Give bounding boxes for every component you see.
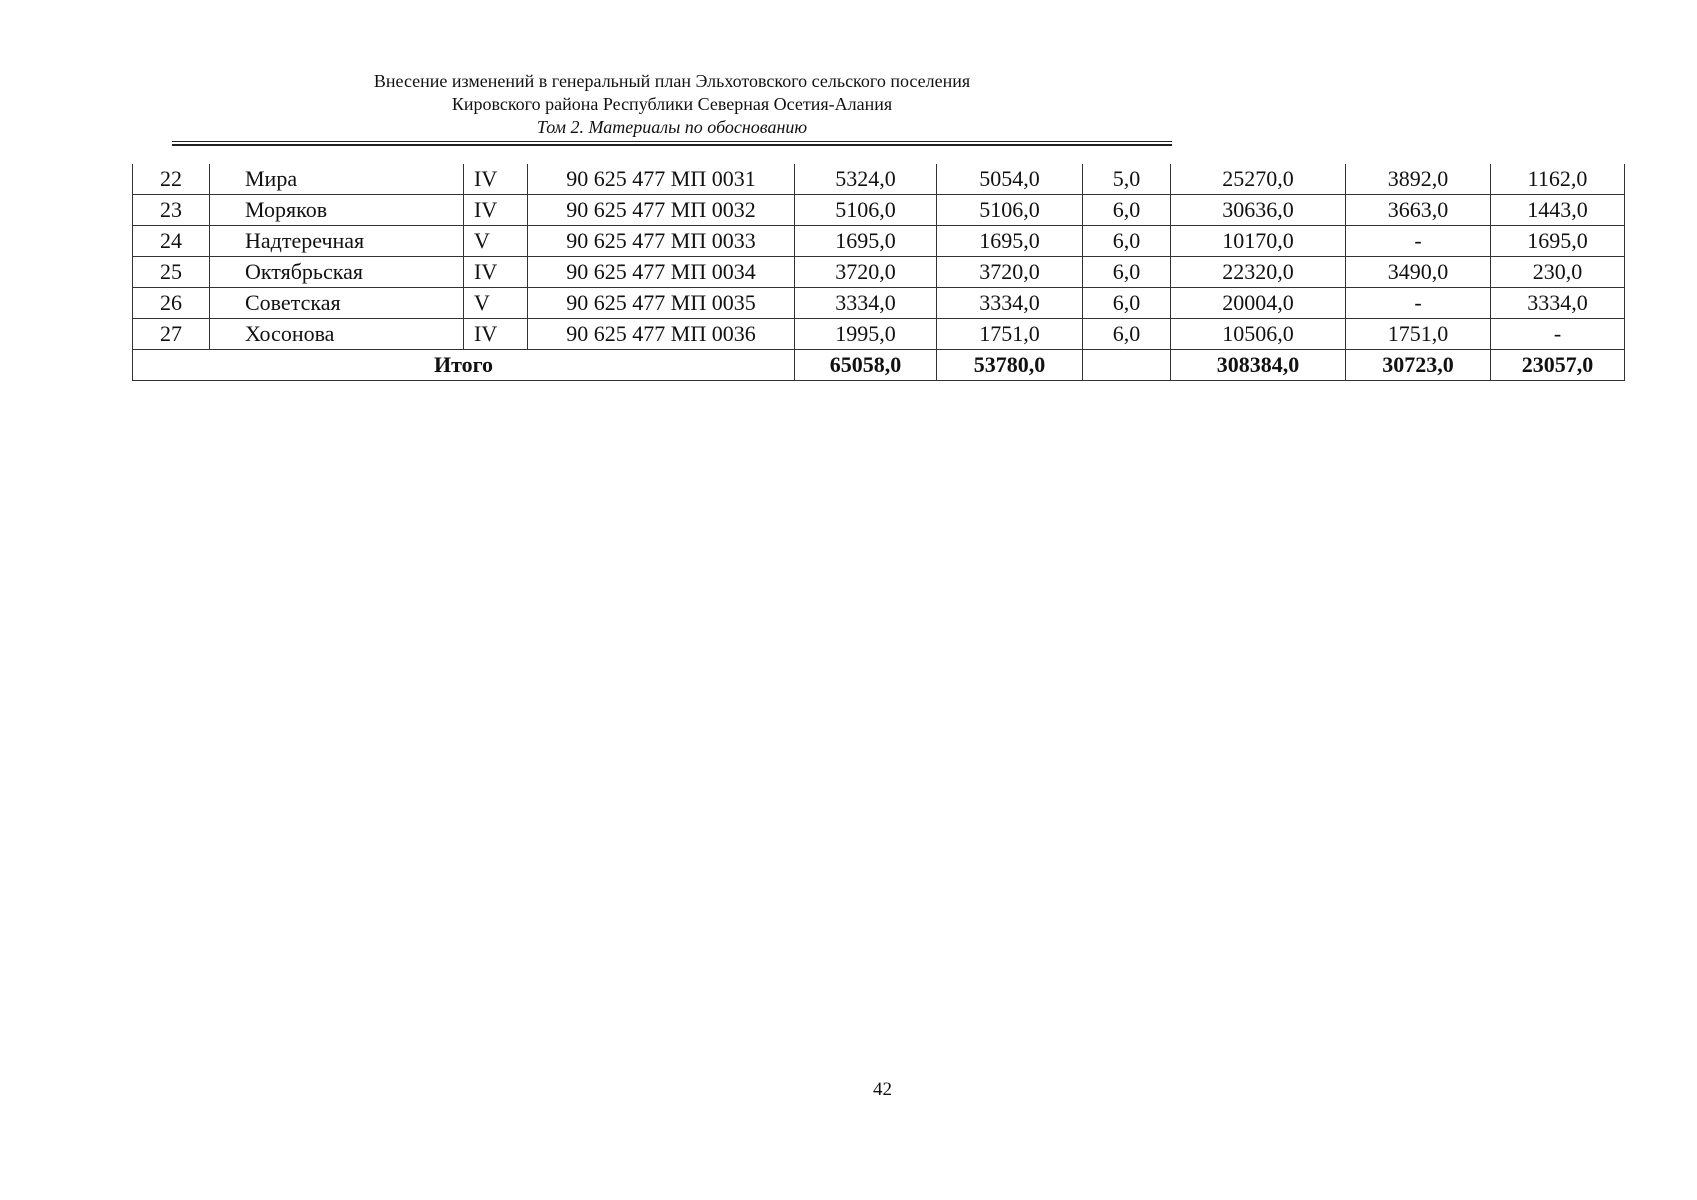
total-value: 30723,0 <box>1346 350 1491 381</box>
value-cell: 1751,0 <box>1346 319 1491 350</box>
value-cell: 20004,0 <box>1171 288 1346 319</box>
value-cell: 1695,0 <box>795 226 937 257</box>
value-cell: 230,0 <box>1491 257 1625 288</box>
value-cell: 1995,0 <box>795 319 937 350</box>
streets-table <box>132 164 1625 381</box>
total-row <box>133 350 1625 381</box>
value-cell: 10170,0 <box>1171 226 1346 257</box>
street-code: 90 625 477 МП 0032 <box>528 195 795 226</box>
value-cell: 3334,0 <box>1491 288 1625 319</box>
value-cell: 3892,0 <box>1346 164 1491 195</box>
header-rule-thick <box>172 144 1172 146</box>
value-cell: 22320,0 <box>1171 257 1346 288</box>
street-code: 90 625 477 МП 0031 <box>528 164 795 195</box>
header-title-line1: Внесение изменений в генеральный план Эльхотовского сельского поселения <box>373 71 971 91</box>
value-cell: 6,0 <box>1083 319 1171 350</box>
row-number: 26 <box>133 288 210 319</box>
street-name: Октябрьская <box>210 257 464 288</box>
value-cell: 3720,0 <box>937 257 1083 288</box>
row-number: 25 <box>133 257 210 288</box>
street-category: IV <box>464 164 528 195</box>
row-number: 22 <box>133 164 210 195</box>
header-volume-line: Том 2. Материалы по обоснованию <box>536 117 808 137</box>
street-category: V <box>464 226 528 257</box>
document-header <box>172 70 1172 139</box>
value-cell: 5106,0 <box>937 195 1083 226</box>
table-row <box>133 288 1625 319</box>
street-name: Хосонова <box>210 319 464 350</box>
value-cell: 25270,0 <box>1171 164 1346 195</box>
header-title-line2: Кировского района Республики Северная Осетия-Алания <box>451 94 893 114</box>
value-cell: 3663,0 <box>1346 195 1491 226</box>
value-cell: 1162,0 <box>1491 164 1625 195</box>
street-category: V <box>464 288 528 319</box>
total-value <box>1083 350 1171 381</box>
value-cell: 3720,0 <box>795 257 937 288</box>
street-code: 90 625 477 МП 0033 <box>528 226 795 257</box>
total-value: 23057,0 <box>1491 350 1625 381</box>
row-number: 27 <box>133 319 210 350</box>
table-row <box>133 226 1625 257</box>
value-cell: 30636,0 <box>1171 195 1346 226</box>
street-code: 90 625 477 МП 0035 <box>528 288 795 319</box>
street-name: Мира <box>210 164 464 195</box>
page-number: 42 <box>873 1079 892 1100</box>
value-cell: 3490,0 <box>1346 257 1491 288</box>
value-cell: - <box>1346 288 1491 319</box>
value-cell: 1751,0 <box>937 319 1083 350</box>
total-label: Итого <box>133 350 795 381</box>
table-row <box>133 195 1625 226</box>
total-value: 53780,0 <box>937 350 1083 381</box>
row-number: 24 <box>133 226 210 257</box>
value-cell: 1695,0 <box>1491 226 1625 257</box>
street-category: IV <box>464 195 528 226</box>
header-rule-thin <box>172 141 1172 142</box>
value-cell: - <box>1491 319 1625 350</box>
street-name: Надтеречная <box>210 226 464 257</box>
value-cell: - <box>1346 226 1491 257</box>
value-cell: 6,0 <box>1083 226 1171 257</box>
street-category: IV <box>464 319 528 350</box>
value-cell: 6,0 <box>1083 288 1171 319</box>
value-cell: 6,0 <box>1083 195 1171 226</box>
value-cell: 5324,0 <box>795 164 937 195</box>
street-category: IV <box>464 257 528 288</box>
value-cell: 1695,0 <box>937 226 1083 257</box>
street-code: 90 625 477 МП 0036 <box>528 319 795 350</box>
street-name: Моряков <box>210 195 464 226</box>
street-code: 90 625 477 МП 0034 <box>528 257 795 288</box>
value-cell: 5054,0 <box>937 164 1083 195</box>
value-cell: 5106,0 <box>795 195 937 226</box>
total-value: 65058,0 <box>795 350 937 381</box>
value-cell: 3334,0 <box>795 288 937 319</box>
table-row <box>133 257 1625 288</box>
street-name: Советская <box>210 288 464 319</box>
value-cell: 6,0 <box>1083 257 1171 288</box>
value-cell: 10506,0 <box>1171 319 1346 350</box>
value-cell: 5,0 <box>1083 164 1171 195</box>
value-cell: 1443,0 <box>1491 195 1625 226</box>
table-row <box>133 164 1625 195</box>
table-row <box>133 319 1625 350</box>
total-value: 308384,0 <box>1171 350 1346 381</box>
value-cell: 3334,0 <box>937 288 1083 319</box>
row-number: 23 <box>133 195 210 226</box>
